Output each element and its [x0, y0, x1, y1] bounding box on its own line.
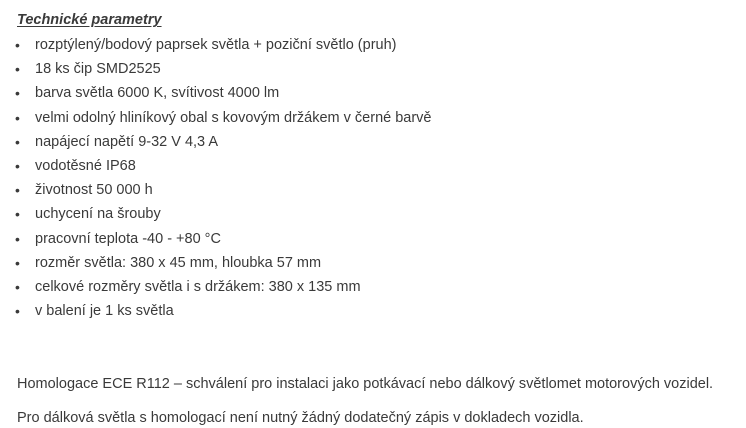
- bullet-icon: •: [15, 109, 20, 126]
- bullet-icon: •: [15, 254, 20, 271]
- bullet-icon: •: [15, 85, 20, 102]
- spec-text: životnost 50 000 h: [35, 182, 153, 199]
- spec-text: pracovní teplota -40 - +80 °C: [35, 230, 221, 247]
- spec-text: uchycení na šrouby: [35, 206, 161, 223]
- high-beam-note-paragraph: Pro dálková světla s homologací není nutný žádný dodatečný zápis v dokladech vozidla.: [17, 409, 584, 426]
- bullet-icon: •: [15, 230, 20, 247]
- spec-text: celkové rozměry světla i s držákem: 380 x 135 mm: [35, 278, 361, 295]
- section-heading: Technické parametry: [17, 12, 162, 28]
- bullet-icon: •: [15, 303, 20, 320]
- bullet-icon: •: [15, 278, 20, 295]
- spec-text: rozměr světla: 380 x 45 mm, hloubka 57 mm: [35, 254, 322, 271]
- spec-text: napájecí napětí 9-32 V 4,3 A: [35, 133, 218, 150]
- bullet-icon: •: [15, 157, 20, 174]
- homologation-paragraph: Homologace ECE R112 – schválení pro instalaci jako potkávací nebo dálkový světlomet motorových vozidel.: [17, 375, 714, 392]
- spec-text: 18 ks čip SMD2525: [35, 61, 161, 78]
- bullet-icon: •: [15, 206, 20, 223]
- spec-text: v balení je 1 ks světla: [35, 303, 174, 320]
- bullet-icon: •: [15, 182, 20, 199]
- bullet-icon: •: [15, 61, 20, 78]
- bullet-icon: •: [15, 37, 20, 53]
- spec-text: vodotěsné IP68: [35, 157, 136, 174]
- spec-text: velmi odolný hliníkový obal s kovovým držákem v černé barvě: [35, 109, 432, 126]
- spec-text: rozptýlený/bodový paprsek světla + poziční světlo (pruh): [35, 37, 397, 53]
- spec-text: barva světla 6000 K, svítivost 4000 lm: [35, 85, 280, 102]
- bullet-icon: •: [15, 133, 20, 150]
